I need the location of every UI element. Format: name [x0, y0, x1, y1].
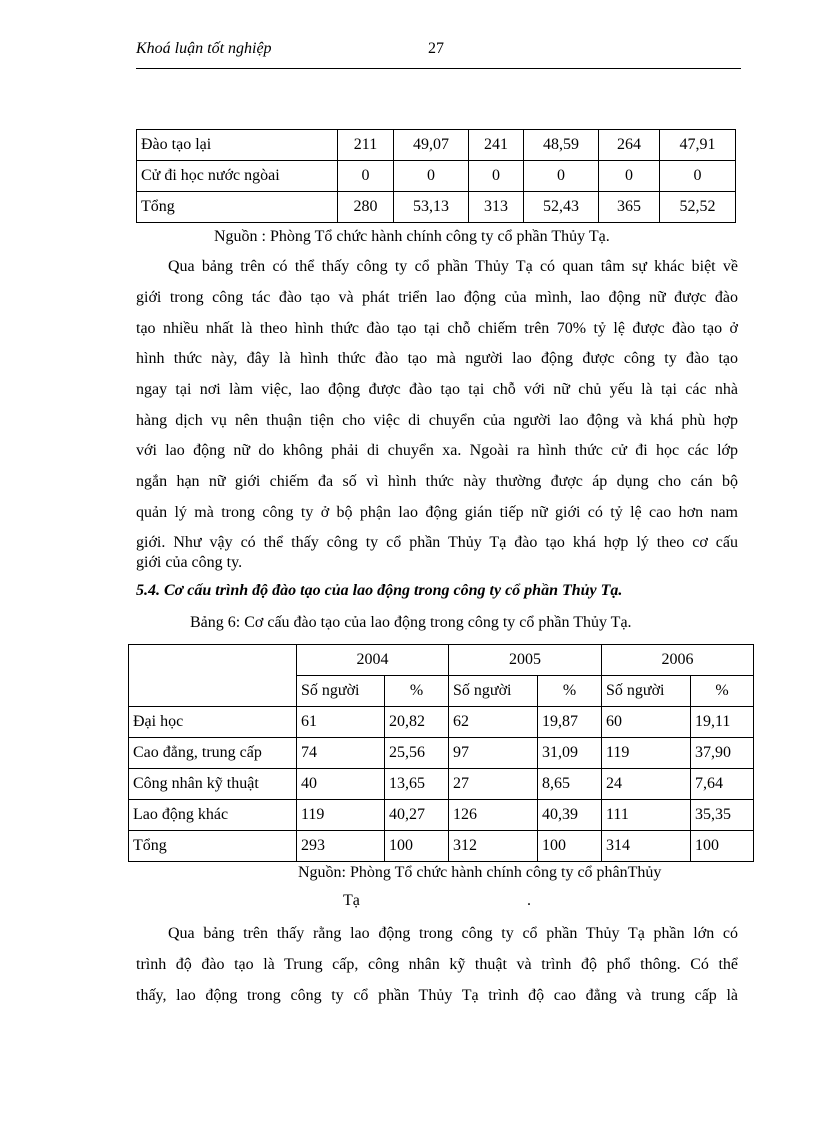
table-cell: 119 — [297, 800, 385, 831]
row-label: Cử đi học nước ngòai — [137, 161, 338, 192]
table-cell: 313 — [469, 192, 524, 223]
subheader-percent: % — [538, 676, 602, 707]
row-label: Công nhân kỹ thuật — [129, 769, 297, 800]
education-structure-table — [128, 644, 754, 862]
table-cell: 293 — [297, 831, 385, 862]
table-cell: 0 — [524, 161, 599, 192]
table-cell: 62 — [449, 707, 538, 738]
year-header: 2005 — [449, 645, 602, 676]
paragraph-line: tạo nhiều nhất là theo hình thức đào tạo tại chỗ chiếm trên 70% tỷ lệ được đào tạo ở — [136, 320, 738, 337]
table-cell: 0 — [469, 161, 524, 192]
paragraph-line: hàng dịch vụ nên thuận tiện cho việc di chuyển của người lao động và khá phù hợp — [136, 412, 738, 429]
table-cell: 0 — [394, 161, 469, 192]
paragraph-line: thấy, lao động trong công ty cổ phần Thủy Tạ trình độ cao đẳng và trung cấp là — [136, 987, 738, 1004]
table-cell: 53,13 — [394, 192, 469, 223]
table-row — [129, 707, 754, 738]
table-row — [129, 769, 754, 800]
subheader-percent: % — [691, 676, 754, 707]
table-cell: 27 — [449, 769, 538, 800]
table2-source-dot: . — [527, 892, 531, 909]
paragraph-line: với lao động nữ do không phải di chuyển xa. Ngoài ra hình thức cử đi học các lớp — [136, 442, 738, 459]
subheader-percent: % — [385, 676, 449, 707]
table-cell: 40,27 — [385, 800, 449, 831]
table-cell: 61 — [297, 707, 385, 738]
table-cell: 24 — [602, 769, 691, 800]
table-cell: 13,65 — [385, 769, 449, 800]
paragraph-line: trình độ đào tạo là Trung cấp, công nhân kỹ thuật và trình độ phổ thông. Có thể — [136, 956, 738, 973]
table-cell: 314 — [602, 831, 691, 862]
paragraph-line: Qua bảng trên thấy rằng lao động trong công ty cổ phần Thủy Tạ phần lớn có — [168, 925, 738, 942]
table-cell: 31,09 — [538, 738, 602, 769]
table-cell: 7,64 — [691, 769, 754, 800]
table-row — [137, 161, 736, 192]
row-label: Đào tạo lại — [137, 130, 338, 161]
table-cell: 280 — [338, 192, 394, 223]
page-header — [136, 38, 741, 69]
table-cell: 100 — [691, 831, 754, 862]
subheader-count: Số người — [602, 676, 691, 707]
paragraph-line: hình thức này, đây là hình thức đào tạo mà người lao động được công ty đào tạo — [136, 350, 738, 367]
table2-source-cont: Tạ — [343, 892, 360, 909]
table-cell: 48,59 — [524, 130, 599, 161]
table-cell: 126 — [449, 800, 538, 831]
table-cell: 211 — [338, 130, 394, 161]
row-label: Lao động khác — [129, 800, 297, 831]
table-row — [129, 738, 754, 769]
table-cell: 35,35 — [691, 800, 754, 831]
table-cell: 47,91 — [660, 130, 736, 161]
table-cell: 19,11 — [691, 707, 754, 738]
subheader-count: Số người — [449, 676, 538, 707]
training-form-table — [136, 129, 736, 223]
table-cell: 52,43 — [524, 192, 599, 223]
table-cell: 241 — [469, 130, 524, 161]
paragraph-line: quản lý mà trong công ty ở bộ phận lao động gián tiếp nữ giới có tỷ lệ cao hơn nam — [136, 504, 738, 521]
table-row — [137, 192, 736, 223]
table-cell: 74 — [297, 738, 385, 769]
table2-source: Nguồn: Phòng Tổ chức hành chính công ty cổ phânThủy — [298, 864, 662, 881]
row-label: Đại học — [129, 707, 297, 738]
paragraph-line: giới trong công tác đào tạo và phát triển lao động của mình, lao động nữ được đào — [136, 289, 738, 306]
table-cell: 40,39 — [538, 800, 602, 831]
table-row — [129, 800, 754, 831]
table-row — [137, 130, 736, 161]
row-label: Cao đẳng, trung cấp — [129, 738, 297, 769]
table-cell: 37,90 — [691, 738, 754, 769]
table-header-row — [129, 645, 754, 676]
paragraph-line: giới của công ty. — [136, 554, 243, 571]
table-cell: 0 — [338, 161, 394, 192]
paragraph-line: ngắn hạn nữ giới chiếm đa số vì hình thức này thường được áp dụng cho cán bộ — [136, 473, 738, 490]
section-heading: 5.4. Cơ cấu trình độ đào tạo của lao động trong công ty cổ phần Thủy Tạ. — [136, 582, 623, 599]
table-cell: 365 — [599, 192, 660, 223]
table1-source: Nguồn : Phòng Tổ chức hành chính công ty cổ phần Thủy Tạ. — [214, 228, 610, 245]
subheader-count: Số người — [297, 676, 385, 707]
table-cell: 119 — [602, 738, 691, 769]
table-cell: 40 — [297, 769, 385, 800]
page-number: 27 — [428, 40, 444, 57]
table-cell: 60 — [602, 707, 691, 738]
table-cell: 100 — [385, 831, 449, 862]
year-header: 2004 — [297, 645, 449, 676]
paragraph-line: Qua bảng trên có thể thấy công ty cổ phần Thủy Tạ có quan tâm sự khác biệt về — [168, 258, 738, 275]
header-title: Khoá luận tốt nghiệp — [136, 40, 272, 57]
paragraph-line: giới. Như vậy có thể thấy công ty cổ phần Thủy Tạ đào tạo khá hợp lý theo cơ cấu — [136, 534, 738, 551]
table-cell: 312 — [449, 831, 538, 862]
table-cell: 52,52 — [660, 192, 736, 223]
table-cell: 19,87 — [538, 707, 602, 738]
table2-caption: Bảng 6: Cơ cấu đào tạo của lao động trong công ty cổ phần Thủy Tạ. — [190, 614, 632, 631]
table-cell: 264 — [599, 130, 660, 161]
table-cell: 20,82 — [385, 707, 449, 738]
table-cell: 111 — [602, 800, 691, 831]
table-cell: 25,56 — [385, 738, 449, 769]
table-cell: 49,07 — [394, 130, 469, 161]
table-cell: 97 — [449, 738, 538, 769]
year-header: 2006 — [602, 645, 754, 676]
table-cell: 0 — [660, 161, 736, 192]
table-cell: 8,65 — [538, 769, 602, 800]
paragraph-line: ngay tại nơi làm việc, lao động được đào tạo tại chỗ với nữ chủ yếu là tại các nhà — [136, 381, 738, 398]
row-label: Tổng — [137, 192, 338, 223]
table-row — [129, 831, 754, 862]
header-blank — [129, 645, 297, 707]
table-cell: 100 — [538, 831, 602, 862]
row-label: Tổng — [129, 831, 297, 862]
table-cell: 0 — [599, 161, 660, 192]
